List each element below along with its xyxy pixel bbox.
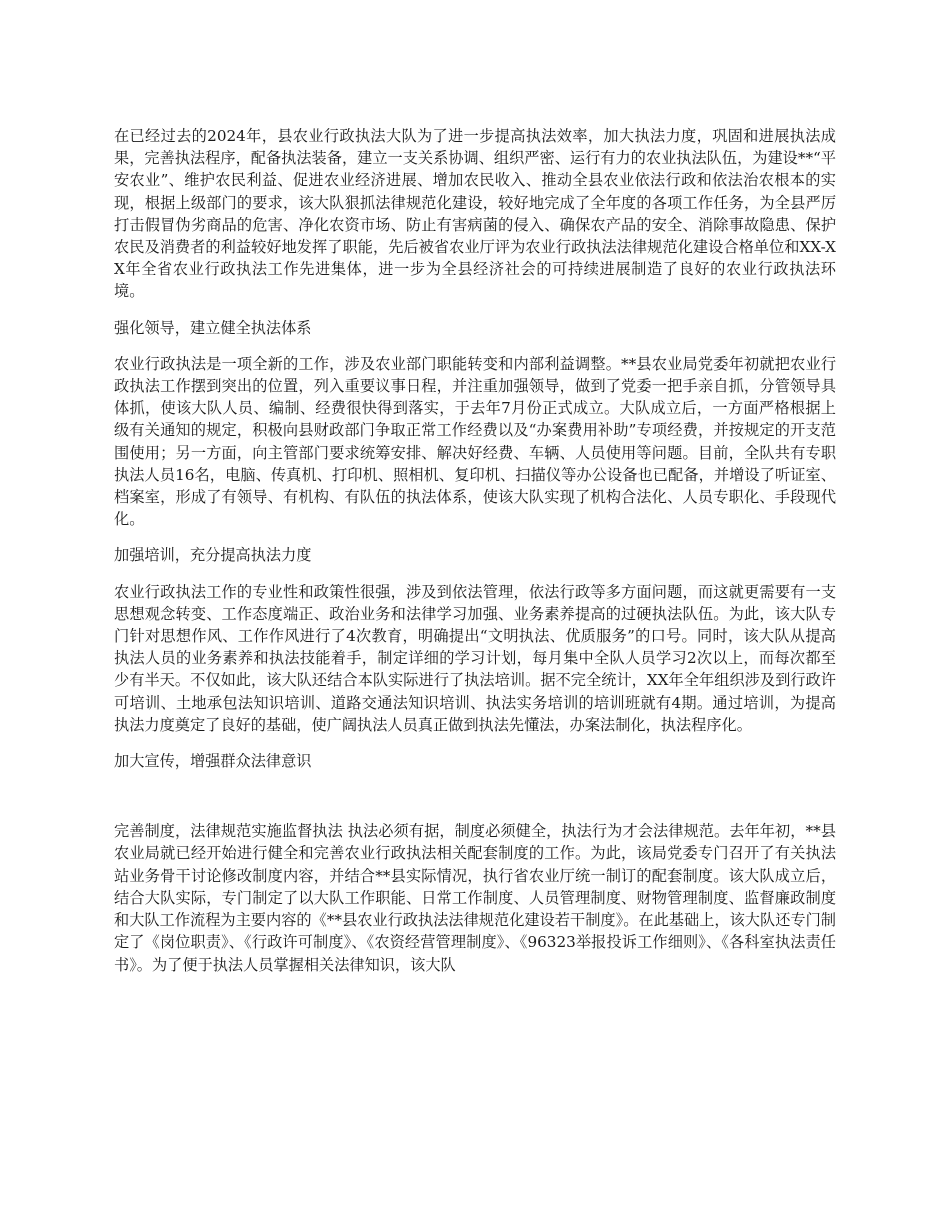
section-heading-training: 加强培训，充分提高执法力度: [114, 546, 312, 565]
intro-paragraph: 在已经过去的2024年，县农业行政执法大队为了进一步提高执法效率，加大执法力度，巩固和进展执法成果，完善执法程序，配备执法装备，建立一支关系协调、组织严密、运行有力的农业执法队伍，为建设**“平安农业”、维护农民利益、促进农业经济进展、增加农民收入、推动全县农业依法行政和依法治农根本的实现，根据上级部门的要求，该大队狠抓法律规范化建设，较好地完成了全年度的各项工作任务，为全县严厉打击假冒伪劣商品的危害、净化农资市场、防止有害病菌的侵入、确保农产品的安全、消除事故隐患、保护农民及消费者的利益较好地发挥了职能，先后被省农业厅评为农业行政执法法律规范化建设合格单位和XX-XX年全省农业行政执法工作先进集体，进一步为全县经济社会的可持续进展制造了良好的农业行政执法环境。: [114, 127, 836, 301]
section-heading-publicity: 加大宣传，增强群众法律意识: [114, 752, 312, 771]
section-heading-leadership: 强化领导，建立健全执法体系: [114, 318, 312, 337]
system-paragraph: 完善制度，法律规范实施监督执法 执法必须有据，制度必须健全，执法行为才会法律规范。去年年初，**县农业局就已经开始进行健全和完善农业行政执法相关配套制度的工作。为此，该局党委专门召开了有关执法站业务骨干讨论修改制度内容，并结合**县实际情况，执行省农业厅统一制订的配套制度。该大队成立后，结合大队实际，专门制定了以大队工作职能、日常工作制度、人员管理制度、财物管理制度、监督廉政制度和大队工作流程为主要内容的《**县农业行政执法法律规范化建设若干制度》。在此基础上，该大队还专门制定了《岗位职责》、《行政许可制度》、《农资经营管理制度》、《96323举报投诉工作细则》、《各科室执法责任书》。为了便于执法人员掌握相关法律知识，该大队: [114, 822, 836, 974]
leadership-paragraph: 农业行政执法是一项全新的工作，涉及农业部门职能转变和内部利益调整。**县农业局党委年初就把农业行政执法工作摆到突出的位置，列入重要议事日程，并注重加强领导，做到了党委一把手亲自抓，分管领导具体抓，使该大队人员、编制、经费很快得到落实，于去年7月份正式成立。大队成立后，一方面严格根据上级有关通知的规定，积极向县财政部门争取正常工作经费以及“办案费用补助”专项经费，并按规定的开支范围使用；另一方面，向主管部门要求统筹安排、解决好经费、车辆、人员使用等问题。目前，全队共有专职执法人员16名，电脑、传真机、打印机、照相机、复印机、扫描仪等办公设备也已配备，并增设了听证室、档案室，形成了有领导、有机构、有队伍的执法体系，使该大队实现了机构合法化、人员专职化、手段现代化。: [114, 354, 836, 529]
document-page: [114, 125, 836, 976]
training-paragraph: 农业行政执法工作的专业性和政策性很强，涉及到依法管理，依法行政等多方面问题，而这就更需要有一支思想观念转变、工作态度端正、政治业务和法律学习加强、业务素养提高的过硬执法队伍。为此，该大队专门针对思想作风、工作作风进行了4次教育，明确提出“文明执法、优质服务”的口号。同时，该大队从提高执法人员的业务素养和执法技能着手，制定详细的学习计划，每月集中全队人员学习2次以上，而每次都至少有半天。不仅如此，该大队还结合本队实际进行了执法培训。据不完全统计，XX年全年组织涉及到行政许可培训、土地承包法知识培训、道路交通法知识培训、执法实务培训的培训班就有4期。通过培训，为提高执法力度奠定了良好的基础，使广阔执法人员真正做到执法先懂法，办案法制化，执法程序化。: [114, 582, 836, 734]
